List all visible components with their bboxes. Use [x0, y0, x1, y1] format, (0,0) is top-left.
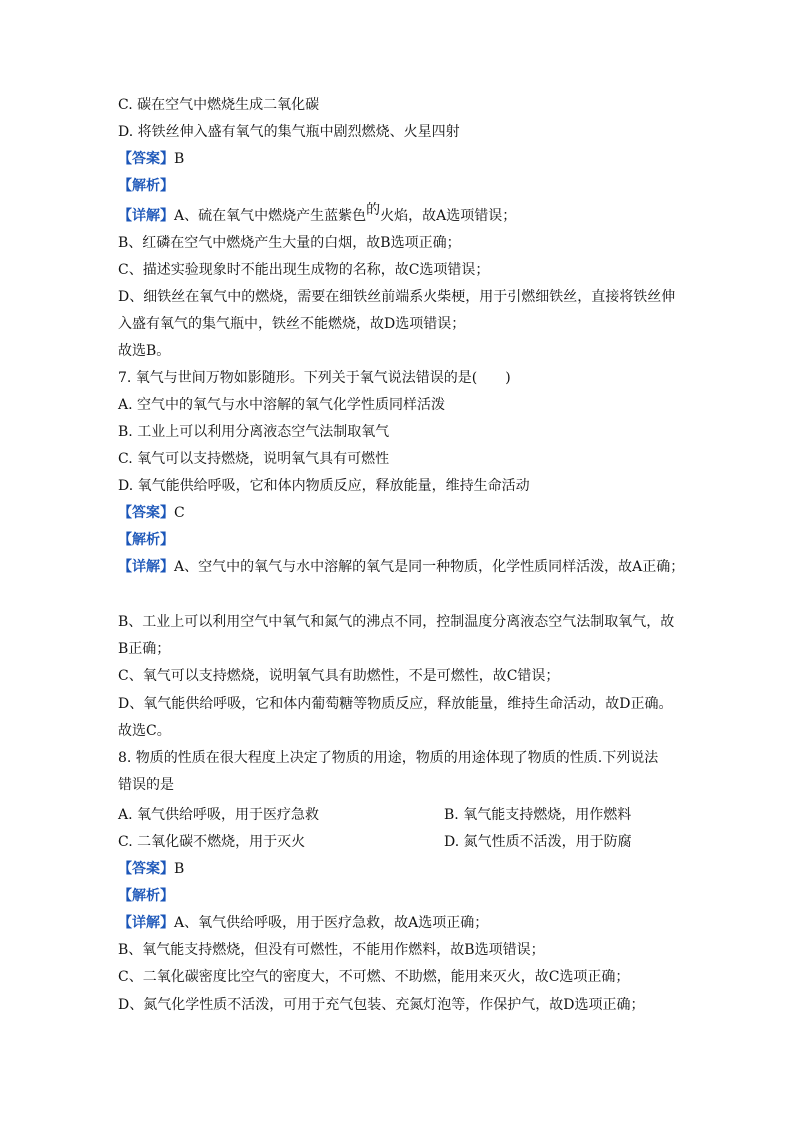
q8-option-b: B. 氧气能支持燃烧，用作燃料: [444, 807, 632, 823]
q6-option-c: C. 碳在空气中燃烧生成二氧化碳: [118, 97, 320, 113]
q6-option-d: D. 将铁丝伸入盛有氧气的集气瓶中剧烈燃烧、火星四射: [118, 124, 460, 140]
q6-detail-d-line2: 入盛有氧气的集气瓶中，铁丝不能燃烧，故D选项错误；: [118, 316, 466, 332]
q6-answer-line: [118, 149, 688, 169]
detail-tag: 【详解】: [118, 208, 174, 224]
answer-tag: 【答案】: [118, 505, 174, 521]
q7-stem: 7. 氧气与世间万物如影随形。下列关于氧气说法错误的是( ): [118, 370, 511, 386]
answer-tag: 【答案】: [118, 861, 174, 877]
q8-option-d: D. 氮气性质不活泼，用于防腐: [444, 834, 632, 850]
answer-value: B: [174, 861, 185, 877]
q8-option-c: C. 二氧化碳不燃烧，用于灭火: [118, 834, 306, 850]
q8-analysis-heading: [118, 886, 688, 906]
q7-detail-b-line2: B正确；: [118, 641, 171, 657]
q7-detail-d: D、氧气能供给呼吸，它和体内葡萄糖等物质反应，释放能量，维持生命活动，故D正确。: [118, 696, 673, 712]
answer-value: B: [174, 151, 185, 167]
q7-conclusion: 故选C。: [118, 723, 171, 739]
q6-analysis-heading: [118, 176, 688, 196]
q8-answer-line: [118, 859, 688, 879]
q8-stem-line2: 错误的是: [118, 777, 174, 793]
detail-a-part2: 火焰，故A选项错误；: [380, 208, 517, 224]
q7-option-a: A. 空气中的氧气与水中溶解的氧气化学性质同样活泼: [118, 397, 446, 413]
q7-option-d: D. 氧气能供给呼吸，它和体内物质反应，释放能量，维持生命活动: [118, 478, 530, 494]
q8-options-row2: [118, 832, 688, 852]
q6-detail-b: B、红磷在空气中燃烧产生大量的白烟，故B选项正确；: [118, 235, 461, 251]
detail-a-text: A、空气中的氧气与水中溶解的氧气是同一种物质，化学性质同样活泼，故A正确；: [174, 559, 685, 575]
q7-answer-line: [118, 503, 688, 523]
q7-detail-c: C、氧气可以支持燃烧，说明氧气具有助燃性，不是可燃性，故C错误；: [118, 668, 560, 684]
analysis-tag: 【解析】: [118, 178, 174, 194]
q7-detail-a: [118, 557, 688, 577]
detail-tag: 【详解】: [118, 915, 174, 931]
analysis-tag: 【解析】: [118, 532, 174, 548]
q8-detail-a: [118, 913, 688, 933]
q6-detail-c: C、描述实验现象时不能出现生成物的名称，故C选项错误；: [118, 262, 490, 278]
answer-tag: 【答案】: [118, 151, 174, 167]
q7-detail-b-line1: B、工业上可以利用空气中氧气和氮气的沸点不同，控制温度分离液态空气法制取氧气，故: [118, 614, 675, 630]
answer-value: C: [174, 505, 185, 521]
q8-option-a: A. 氧气供给呼吸，用于医疗急救: [118, 807, 320, 823]
q8-detail-c: C、二氧化碳密度比空气的密度大，不可燃、不助燃，能用来灭火，故C选项正确；: [118, 969, 630, 985]
detail-tag: 【详解】: [118, 559, 174, 575]
detail-a-text: A、氧气供给呼吸，用于医疗急救，故A选项正确；: [174, 915, 489, 931]
q6-detail-a: [118, 202, 688, 226]
q8-detail-d: D、氮气化学性质不活泼，可用于充气包装、充氮灯泡等，作保护气，故D选项正确；: [118, 997, 645, 1013]
q8-detail-b: B、氧气能支持燃烧，但没有可燃性，不能用作燃料，故B选项错误；: [118, 942, 545, 958]
detail-a-part1: A、硫在氧气中燃烧产生蓝紫色: [174, 208, 367, 224]
analysis-tag: 【解析】: [118, 888, 174, 904]
q7-option-b: B. 工业上可以利用分离液态空气法制取氧气: [118, 424, 390, 440]
q6-conclusion: 故选B。: [118, 343, 171, 359]
q6-detail-d-line1: D、细铁丝在氧气中的燃烧，需要在细铁丝前端系火柴梗，用于引燃细铁丝，直接将铁丝伸: [118, 289, 676, 305]
q8-options-row1: [118, 805, 688, 825]
q7-analysis-heading: [118, 530, 688, 550]
q7-option-c: C. 氧气可以支持燃烧，说明氧气具有可燃性: [118, 451, 390, 467]
q8-stem-line1: 8. 物质的性质在很大程度上决定了物质的用途，物质的用途体现了物质的性质.下列说法: [118, 750, 659, 766]
detail-a-raised-char: 的: [366, 202, 381, 218]
